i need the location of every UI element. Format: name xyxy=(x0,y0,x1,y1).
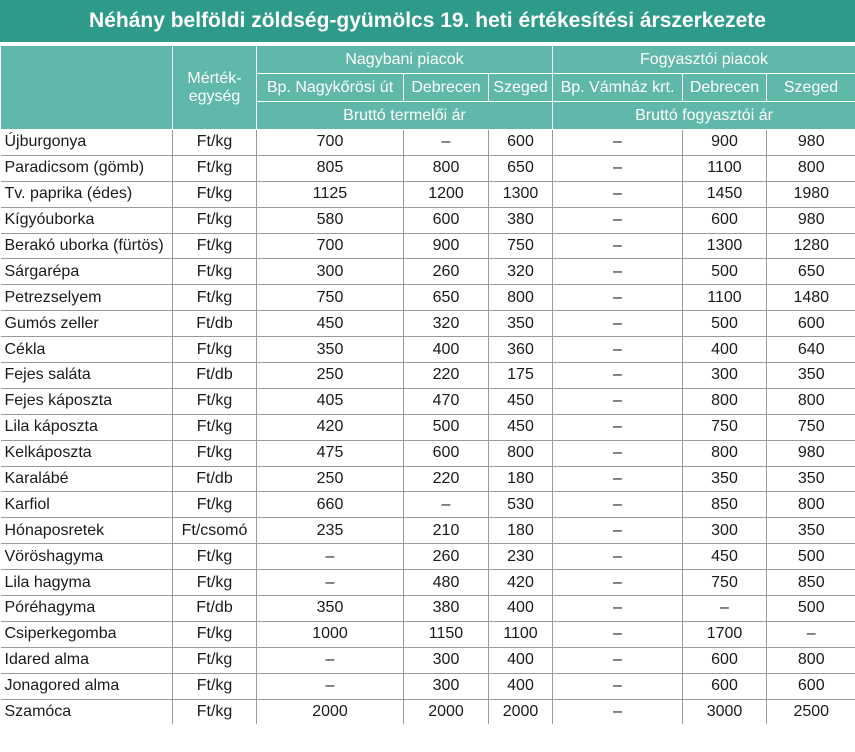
price-cell: 850 xyxy=(767,570,855,596)
price-cell: 2000 xyxy=(489,699,553,724)
price-cell: – xyxy=(553,311,683,337)
price-cell: 600 xyxy=(683,647,767,673)
unit-cell: Ft/kg xyxy=(173,570,257,596)
price-cell: – xyxy=(404,492,489,518)
price-cell: 380 xyxy=(404,596,489,622)
product-name-cell: Lila káposzta xyxy=(1,414,173,440)
product-name-cell: Idared alma xyxy=(1,647,173,673)
price-cell: 700 xyxy=(257,233,404,259)
price-cell: – xyxy=(553,181,683,207)
market-header: Debrecen xyxy=(404,74,489,102)
price-cell: 1100 xyxy=(489,621,553,647)
price-cell: 350 xyxy=(257,337,404,363)
price-cell: 700 xyxy=(257,130,404,156)
price-cell: 3000 xyxy=(683,699,767,724)
price-cell: 600 xyxy=(683,207,767,233)
price-cell: 175 xyxy=(489,363,553,389)
market-header: Szeged xyxy=(767,74,855,102)
unit-cell: Ft/kg xyxy=(173,130,257,156)
product-name-cell: Sárgarépa xyxy=(1,259,173,285)
price-cell: – xyxy=(257,570,404,596)
price-cell: 1000 xyxy=(257,621,404,647)
table-row xyxy=(1,673,855,699)
unit-column-header: Mérték-egység xyxy=(173,46,257,130)
price-cell: 250 xyxy=(257,363,404,389)
price-cell: 2000 xyxy=(257,699,404,724)
price-cell: 500 xyxy=(683,311,767,337)
unit-cell: Ft/db xyxy=(173,363,257,389)
price-cell: 750 xyxy=(683,570,767,596)
price-cell: 900 xyxy=(683,130,767,156)
table-row xyxy=(1,233,855,259)
table-row xyxy=(1,207,855,233)
price-cell: 450 xyxy=(257,311,404,337)
price-cell: 600 xyxy=(767,673,855,699)
price-cell: – xyxy=(553,492,683,518)
price-cell: 475 xyxy=(257,440,404,466)
price-cell: 800 xyxy=(767,388,855,414)
price-cell: 1100 xyxy=(683,155,767,181)
price-cell: 1480 xyxy=(767,285,855,311)
unit-cell: Ft/kg xyxy=(173,285,257,311)
product-name-cell: Cékla xyxy=(1,337,173,363)
price-cell: – xyxy=(553,259,683,285)
price-cell: 600 xyxy=(489,130,553,156)
unit-cell: Ft/kg xyxy=(173,337,257,363)
market-header: Bp. Vámház krt. xyxy=(553,74,683,102)
table-row xyxy=(1,621,855,647)
product-name-cell: Tv. paprika (édes) xyxy=(1,181,173,207)
product-name-cell: Petrezselyem xyxy=(1,285,173,311)
price-cell: 980 xyxy=(767,207,855,233)
price-cell: 320 xyxy=(404,311,489,337)
price-cell: 250 xyxy=(257,466,404,492)
product-name-cell: Szamóca xyxy=(1,699,173,724)
unit-cell: Ft/csomó xyxy=(173,518,257,544)
table-row xyxy=(1,544,855,570)
table-row xyxy=(1,181,855,207)
price-cell: 2000 xyxy=(404,699,489,724)
price-cell: 350 xyxy=(683,466,767,492)
price-cell: – xyxy=(553,570,683,596)
price-cell: 400 xyxy=(489,673,553,699)
product-name-cell: Fejes káposzta xyxy=(1,388,173,414)
product-name-cell: Paradicsom (gömb) xyxy=(1,155,173,181)
table-row xyxy=(1,492,855,518)
price-cell: 220 xyxy=(404,466,489,492)
price-cell: 300 xyxy=(683,363,767,389)
price-cell: 350 xyxy=(767,466,855,492)
price-cell: 1200 xyxy=(404,181,489,207)
price-cell: 470 xyxy=(404,388,489,414)
price-cell: 530 xyxy=(489,492,553,518)
unit-cell: Ft/kg xyxy=(173,388,257,414)
price-cell: 800 xyxy=(767,155,855,181)
price-cell: 400 xyxy=(489,596,553,622)
price-cell: 1700 xyxy=(683,621,767,647)
price-cell: 400 xyxy=(404,337,489,363)
consumer-markets-header: Fogyasztói piacok xyxy=(553,46,855,74)
table-row xyxy=(1,363,855,389)
price-cell: – xyxy=(767,621,855,647)
table-row xyxy=(1,130,855,156)
price-cell: – xyxy=(553,699,683,724)
price-cell: – xyxy=(257,647,404,673)
price-cell: – xyxy=(553,621,683,647)
unit-cell: Ft/kg xyxy=(173,440,257,466)
price-cell: 750 xyxy=(683,414,767,440)
product-name-cell: Kígyóuborka xyxy=(1,207,173,233)
product-name-cell: Hónaposretek xyxy=(1,518,173,544)
wholesale-price-type-header: Bruttó termelői ár xyxy=(257,102,553,130)
price-cell: 850 xyxy=(683,492,767,518)
price-cell: – xyxy=(404,130,489,156)
price-cell: – xyxy=(553,363,683,389)
price-cell: 750 xyxy=(767,414,855,440)
price-cell: 350 xyxy=(767,518,855,544)
price-cell: 350 xyxy=(257,596,404,622)
price-cell: – xyxy=(257,544,404,570)
price-cell: 980 xyxy=(767,130,855,156)
unit-cell: Ft/kg xyxy=(173,699,257,724)
product-name-cell: Lila hagyma xyxy=(1,570,173,596)
market-header: Szeged xyxy=(489,74,553,102)
price-cell: – xyxy=(553,207,683,233)
table-row xyxy=(1,466,855,492)
market-header: Debrecen xyxy=(683,74,767,102)
price-cell: 450 xyxy=(489,414,553,440)
price-cell: 1125 xyxy=(257,181,404,207)
price-cell: 800 xyxy=(683,388,767,414)
price-cell: – xyxy=(553,233,683,259)
product-name-cell: Karalábé xyxy=(1,466,173,492)
price-cell: – xyxy=(553,130,683,156)
price-cell: 300 xyxy=(683,518,767,544)
table-row xyxy=(1,259,855,285)
table-row xyxy=(1,311,855,337)
product-name-cell: Csiperkegomba xyxy=(1,621,173,647)
price-cell: 320 xyxy=(489,259,553,285)
price-cell: 600 xyxy=(404,207,489,233)
unit-cell: Ft/db xyxy=(173,596,257,622)
price-cell: 210 xyxy=(404,518,489,544)
price-cell: 350 xyxy=(767,363,855,389)
unit-cell: Ft/kg xyxy=(173,647,257,673)
wholesale-markets-header: Nagybani piacok xyxy=(257,46,553,74)
table-row xyxy=(1,647,855,673)
price-cell: 400 xyxy=(683,337,767,363)
price-cell: 600 xyxy=(404,440,489,466)
price-cell: 220 xyxy=(404,363,489,389)
price-cell: 500 xyxy=(767,596,855,622)
table-row xyxy=(1,518,855,544)
price-cell: – xyxy=(553,673,683,699)
price-cell: 180 xyxy=(489,518,553,544)
price-cell: – xyxy=(553,466,683,492)
unit-cell: Ft/kg xyxy=(173,544,257,570)
table-row xyxy=(1,440,855,466)
price-cell: 800 xyxy=(404,155,489,181)
price-cell: 750 xyxy=(489,233,553,259)
price-cell: – xyxy=(257,673,404,699)
price-cell: 1150 xyxy=(404,621,489,647)
price-cell: 650 xyxy=(767,259,855,285)
price-cell: 420 xyxy=(257,414,404,440)
price-cell: 1280 xyxy=(767,233,855,259)
unit-cell: Ft/kg xyxy=(173,155,257,181)
price-cell: 500 xyxy=(683,259,767,285)
product-name-cell: Póréhagyma xyxy=(1,596,173,622)
price-cell: 650 xyxy=(404,285,489,311)
price-cell: – xyxy=(553,596,683,622)
price-cell: 230 xyxy=(489,544,553,570)
price-cell: 800 xyxy=(767,492,855,518)
price-cell: 980 xyxy=(767,440,855,466)
price-cell: – xyxy=(553,337,683,363)
price-cell: 300 xyxy=(257,259,404,285)
unit-cell: Ft/db xyxy=(173,466,257,492)
price-cell: – xyxy=(553,155,683,181)
price-cell: 660 xyxy=(257,492,404,518)
unit-cell: Ft/kg xyxy=(173,621,257,647)
table-row xyxy=(1,414,855,440)
table-body xyxy=(1,130,855,725)
price-cell: 350 xyxy=(489,311,553,337)
price-cell: – xyxy=(553,544,683,570)
consumer-price-type-header: Bruttó fogyasztói ár xyxy=(553,102,855,130)
price-cell: 450 xyxy=(683,544,767,570)
price-cell: 235 xyxy=(257,518,404,544)
unit-cell: Ft/kg xyxy=(173,207,257,233)
unit-cell: Ft/kg xyxy=(173,181,257,207)
unit-cell: Ft/kg xyxy=(173,233,257,259)
price-cell: 450 xyxy=(489,388,553,414)
price-cell: 260 xyxy=(404,259,489,285)
price-cell: 400 xyxy=(489,647,553,673)
price-cell: 500 xyxy=(767,544,855,570)
price-cell: 300 xyxy=(404,647,489,673)
table-row xyxy=(1,699,855,724)
product-name-cell: Gumós zeller xyxy=(1,311,173,337)
table-row xyxy=(1,285,855,311)
price-cell: 800 xyxy=(489,285,553,311)
price-cell: 580 xyxy=(257,207,404,233)
price-cell: 480 xyxy=(404,570,489,596)
product-name-cell: Berakó uborka (fürtös) xyxy=(1,233,173,259)
table-row xyxy=(1,388,855,414)
price-cell: 420 xyxy=(489,570,553,596)
price-cell: 805 xyxy=(257,155,404,181)
table-header xyxy=(1,46,855,130)
unit-cell: Ft/kg xyxy=(173,492,257,518)
price-cell: 500 xyxy=(404,414,489,440)
price-cell: – xyxy=(553,414,683,440)
product-column-header xyxy=(1,46,173,130)
price-cell: 800 xyxy=(683,440,767,466)
price-table xyxy=(0,45,855,724)
price-cell: 750 xyxy=(257,285,404,311)
price-cell: – xyxy=(553,647,683,673)
price-cell: 380 xyxy=(489,207,553,233)
price-cell: 800 xyxy=(489,440,553,466)
market-header: Bp. Nagykőrösi út xyxy=(257,74,404,102)
price-cell: 260 xyxy=(404,544,489,570)
product-name-cell: Kelkáposzta xyxy=(1,440,173,466)
product-name-cell: Újburgonya xyxy=(1,130,173,156)
price-cell: 1300 xyxy=(489,181,553,207)
price-cell: – xyxy=(553,440,683,466)
product-name-cell: Jonagored alma xyxy=(1,673,173,699)
unit-cell: Ft/kg xyxy=(173,673,257,699)
table-row xyxy=(1,155,855,181)
table-row xyxy=(1,596,855,622)
product-name-cell: Fejes saláta xyxy=(1,363,173,389)
price-cell: – xyxy=(553,518,683,544)
price-cell: 1450 xyxy=(683,181,767,207)
table-row xyxy=(1,570,855,596)
price-cell: 1100 xyxy=(683,285,767,311)
price-cell: 360 xyxy=(489,337,553,363)
price-cell: 900 xyxy=(404,233,489,259)
price-cell: 600 xyxy=(683,673,767,699)
price-cell: 800 xyxy=(767,647,855,673)
unit-cell: Ft/kg xyxy=(173,414,257,440)
price-cell: 180 xyxy=(489,466,553,492)
unit-cell: Ft/kg xyxy=(173,259,257,285)
price-cell: 640 xyxy=(767,337,855,363)
price-cell: 405 xyxy=(257,388,404,414)
product-name-cell: Karfiol xyxy=(1,492,173,518)
price-cell: 300 xyxy=(404,673,489,699)
table-title: Néhány belföldi zöldség-gyümölcs 19. heti értékesítési árszerkezete xyxy=(0,0,855,45)
unit-cell: Ft/db xyxy=(173,311,257,337)
price-cell: – xyxy=(553,285,683,311)
price-cell: 1980 xyxy=(767,181,855,207)
product-name-cell: Vöröshagyma xyxy=(1,544,173,570)
price-cell: 600 xyxy=(767,311,855,337)
price-cell: 1300 xyxy=(683,233,767,259)
price-cell: – xyxy=(553,388,683,414)
table-row xyxy=(1,337,855,363)
price-cell: – xyxy=(683,596,767,622)
price-cell: 2500 xyxy=(793,703,830,721)
price-cell: 650 xyxy=(489,155,553,181)
